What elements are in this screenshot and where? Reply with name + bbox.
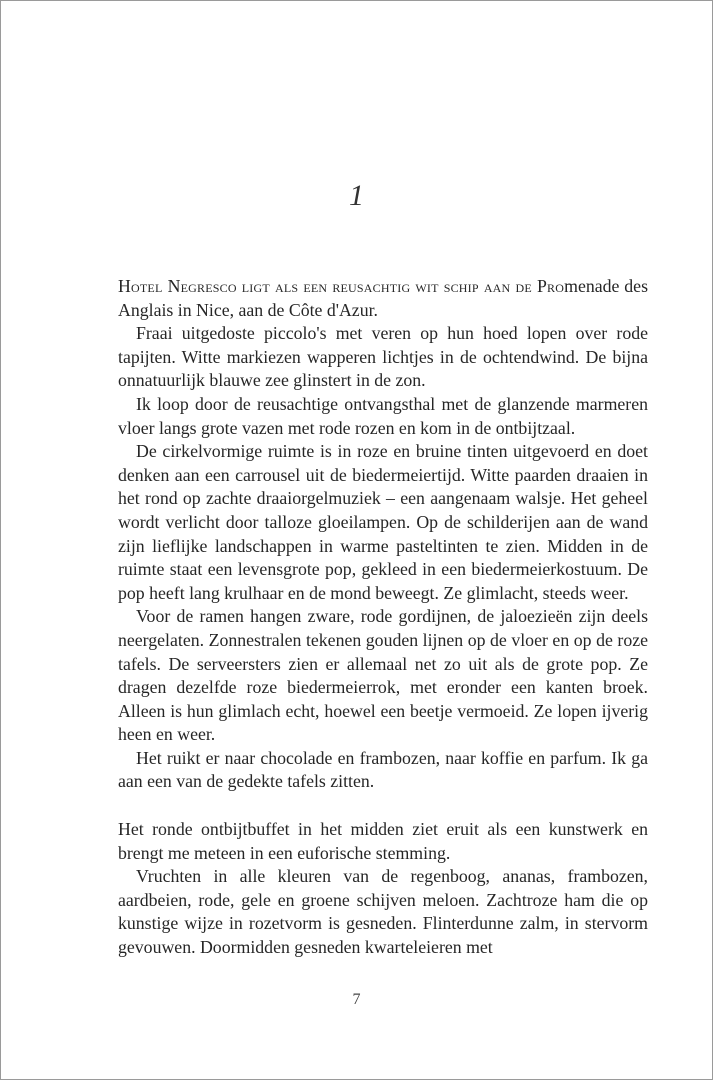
chapter-number: 1 bbox=[349, 179, 364, 212]
paragraph-5: Voor de ramen hangen zware, rode gordijnen, de jaloezieën zijn deels neergelaten. Zonnestralen tekenen gouden lijnen op de vloer en op de roze tafels. De serveersters zien er allemaal net zo uit als de grote pop. Ze dragen dezelfde roze biedermeierrok, met eronder een kanten broek. Alleen is hun glimlach echt, hoewel een beetje vermoeid. Ze lopen ijverig heen en weer. bbox=[118, 606, 648, 745]
paragraph-6: Het ruikt er naar chocolade en frambozen, naar koffie en parfum. Ik ga aan een van de gedekte tafels zitten. bbox=[118, 747, 648, 792]
section-break bbox=[118, 794, 648, 818]
paragraph-7: Het ronde ontbijtbuffet in het midden ziet eruit als een kunstwerk en brengt me meteen in een euforische stemming. bbox=[118, 819, 648, 863]
opening-small-caps: Hotel Negresco ligt als een reusachtig wit schip aan de Pro bbox=[118, 276, 565, 296]
paragraph-2: Fraai uitgedoste piccolo's met veren op hun hoed lopen over rode tapijten. Witte markiezen wapperen lichtjes in de ochtendwind. De bijna onnatuurlijk blauwe zee glinstert in de zon. bbox=[118, 323, 648, 391]
paragraph-3: Ik loop door de reusachtige ontvangsthal met de glanzende marmeren vloer langs grote vazen met rode rozen en kom in de ontbijtzaal. bbox=[118, 393, 648, 438]
body-text bbox=[118, 275, 648, 960]
paragraph-8: Vruchten in alle kleuren van de regenboog, ananas, frambozen, aardbeien, rode, gele en groene schijven meloen. Zachtroze ham die op kunstige wijze in rozetvorm is gesneden. Flinterdunne zalm, in stervorm gevouwen. Doormidden gesneden kwarteleieren met bbox=[118, 866, 648, 958]
paragraph-1 bbox=[118, 275, 648, 322]
paragraph-1-rest: menade des Anglais in Nice, aan de Côte d'Azur. bbox=[118, 276, 648, 320]
paragraph-4: De cirkelvormige ruimte is in roze en bruine tinten uitgevoerd en doet denken aan een carrousel uit de biedermeiertijd. Witte paarden draaien in het rond op zachte draaiorgelmuziek – een aangenaam walsje. Het geheel wordt verlicht door talloze gloeilampen. Op de schilderijen aan de wand zijn lieflijke landschappen in warme pasteltinten te zien. Midden in de ruimte staat een levensgrote pop, gekleed in een biedermeierkostuum. De pop heeft lang krulhaar en de mond beweegt. Ze glimlacht, steeds weer. bbox=[118, 441, 648, 603]
page-number: 7 bbox=[352, 991, 361, 1008]
